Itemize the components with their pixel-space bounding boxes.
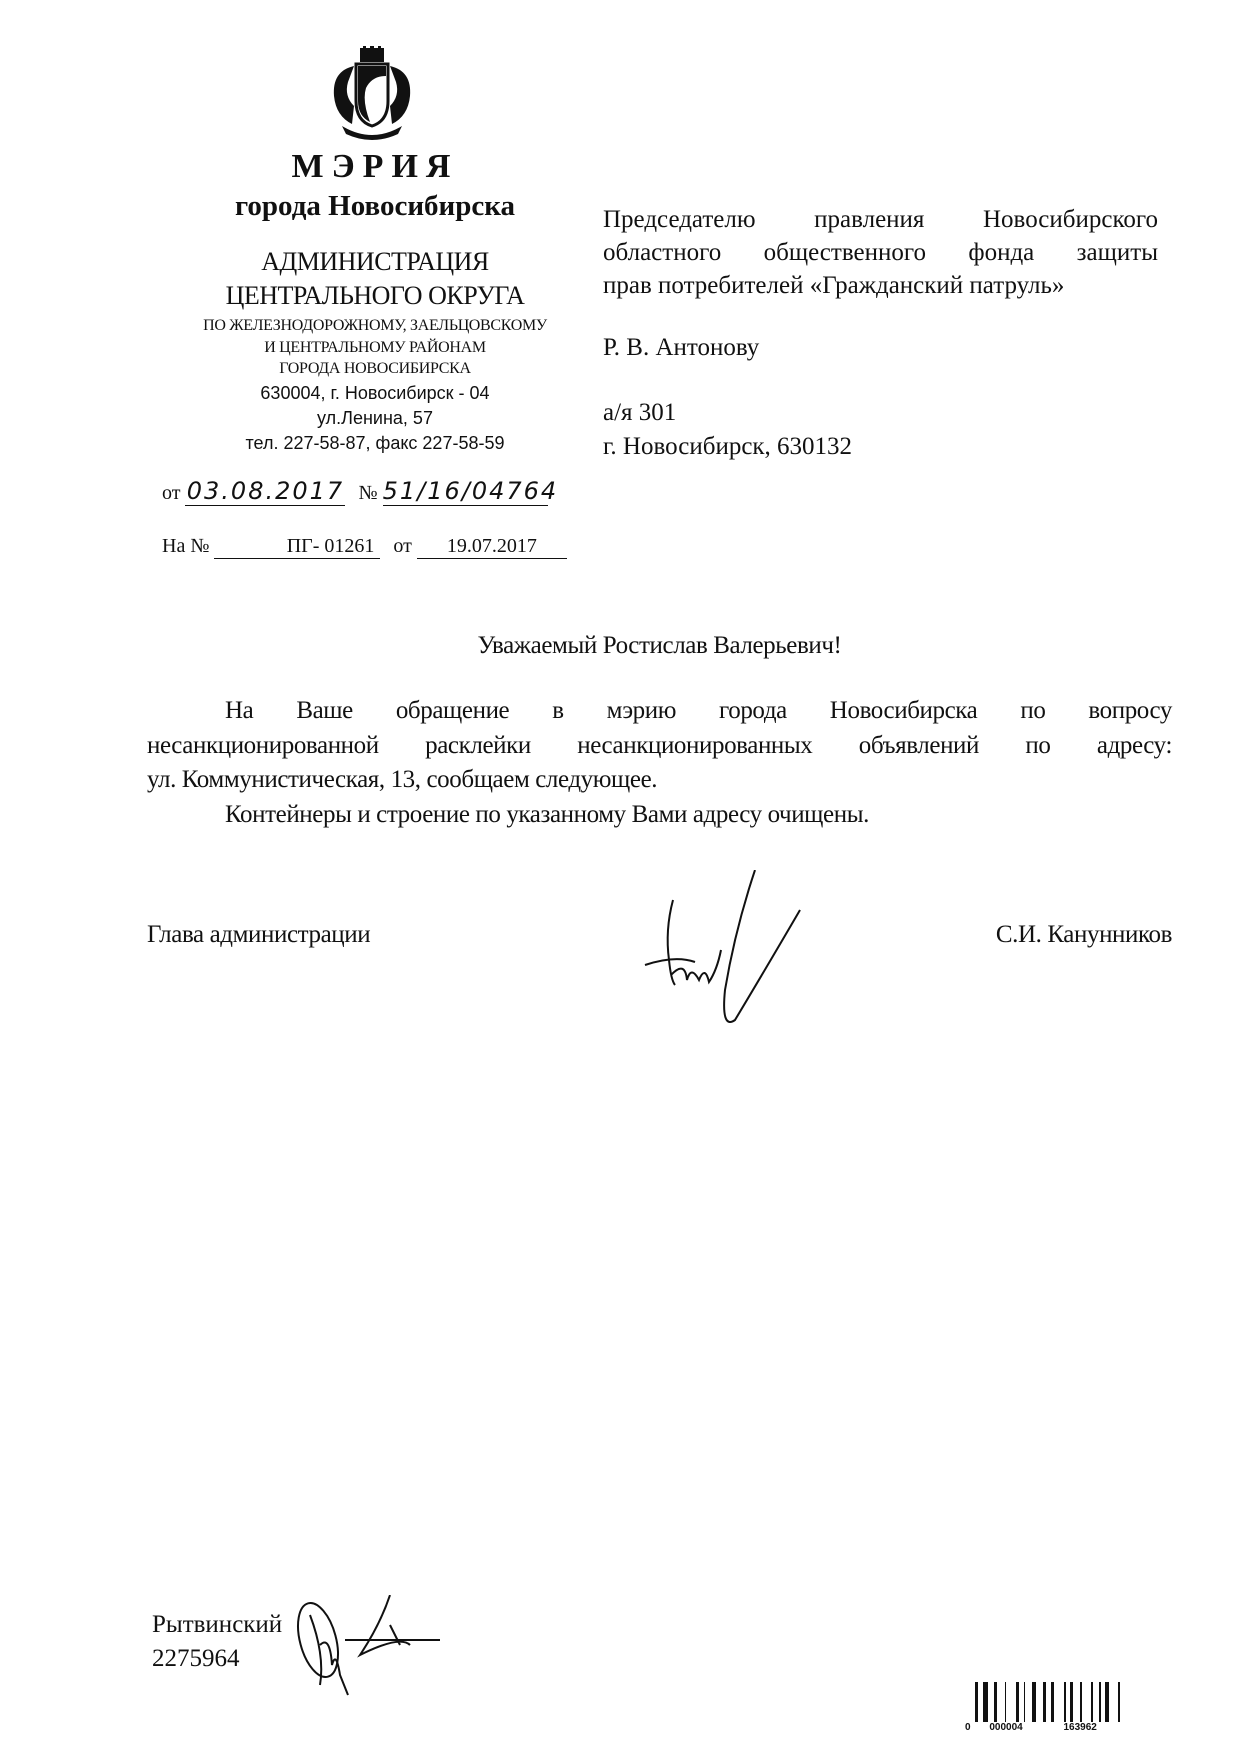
barcode-bar <box>1005 1682 1007 1722</box>
barcode-bar <box>1051 1682 1054 1722</box>
recipient-line-1: Председателю правления Новосибирского <box>603 206 1158 233</box>
incoming-reference <box>162 535 567 559</box>
barcode-bar <box>1016 1682 1019 1722</box>
recipient-city: г. Новосибирск, 630132 <box>603 433 853 460</box>
city-title: города Новосибирска <box>234 190 516 222</box>
barcode-group-1: 000004 <box>989 1722 1023 1733</box>
barcode-bar <box>994 1682 997 1722</box>
barcode-bar <box>983 1682 988 1722</box>
districts-line-3: ГОРОДА НОВОСИБИРСКА <box>279 360 471 377</box>
administration-title: АДМИНИСТРАЦИЯ <box>261 247 489 276</box>
recipient-line-2: областного общественного фонда защиты <box>603 239 1158 266</box>
barcode-bar <box>1070 1682 1073 1722</box>
districts-line-2: И ЦЕНТРАЛЬНОМУ РАЙОНАМ <box>264 339 486 356</box>
address-line-2: ул.Ленина, 57 <box>317 408 433 428</box>
coat-of-arms-emblem <box>322 46 422 144</box>
reply-number-label: На № <box>162 535 210 557</box>
phone-fax-line: тел. 227-58-87, факс 227-58-59 <box>245 433 505 453</box>
barcode-group-2: 163962 <box>1063 1722 1097 1733</box>
barcode-digit: 0 <box>965 1722 971 1733</box>
signatory-name: С.И. Канунников <box>995 921 1172 948</box>
barcode-bar <box>1043 1682 1046 1722</box>
outgoing-reference <box>162 477 559 506</box>
outgoing-number: 51/16/04764 <box>382 477 559 505</box>
executor-phone: 2275964 <box>152 1645 240 1672</box>
barcode-bar <box>1032 1682 1037 1722</box>
barcode <box>965 1682 1155 1742</box>
address-line-1: 630004, г. Новосибирск - 04 <box>260 383 490 403</box>
recipient-po-box: а/я 301 <box>603 399 677 426</box>
executor-initials-signature <box>290 1595 470 1705</box>
district-title: ЦЕНТРАЛЬНОГО ОКРУГА <box>225 281 525 310</box>
handwritten-signature <box>635 870 810 1035</box>
salutation: Уважаемый Ростислав Валерьевич! <box>477 632 842 659</box>
number-label: № <box>358 482 378 504</box>
reply-number: ПГ- 01261 <box>214 535 380 559</box>
outgoing-date: 03.08.2017 <box>186 477 345 505</box>
barcode-bar <box>1118 1682 1120 1722</box>
barcode-bar <box>1064 1682 1066 1722</box>
recipient-name: Р. В. Антонову <box>603 334 760 361</box>
barcode-bar <box>1024 1682 1026 1722</box>
mayoralty-title: МЭРИЯ <box>291 148 459 185</box>
barcode-bar <box>975 1682 978 1722</box>
paragraph-2: Контейнеры и строение по указанному Вами адресу очищены. <box>225 801 869 828</box>
executor-name: Рытвинский <box>152 1611 283 1638</box>
districts-line-1: ПО ЖЕЛЕЗНОДОРОЖНОМУ, ЗАЕЛЬЦОВСКОМУ <box>203 317 547 334</box>
barcode-bar <box>1105 1682 1110 1722</box>
barcode-bar <box>1080 1682 1082 1722</box>
barcode-bar <box>1091 1682 1093 1722</box>
reply-date: 19.07.2017 <box>417 535 567 559</box>
paragraph-1-line-3: ул. Коммунистическая, 13, сообщаем следующее. <box>147 766 658 793</box>
barcode-bar <box>1099 1682 1101 1722</box>
signatory-position: Глава администрации <box>147 921 371 948</box>
paragraph-1-line-1: На Ваше обращение в мэрию города Новосибирска по вопросу <box>225 697 1172 724</box>
paragraph-1-line-2: несанкционированной расклейки несанкционированных объявлений по адресу: <box>147 732 1172 759</box>
recipient-line-3: прав потребителей «Гражданский патруль» <box>603 272 1065 299</box>
from-label: от <box>162 482 181 504</box>
reply-from-label: от <box>393 535 412 557</box>
